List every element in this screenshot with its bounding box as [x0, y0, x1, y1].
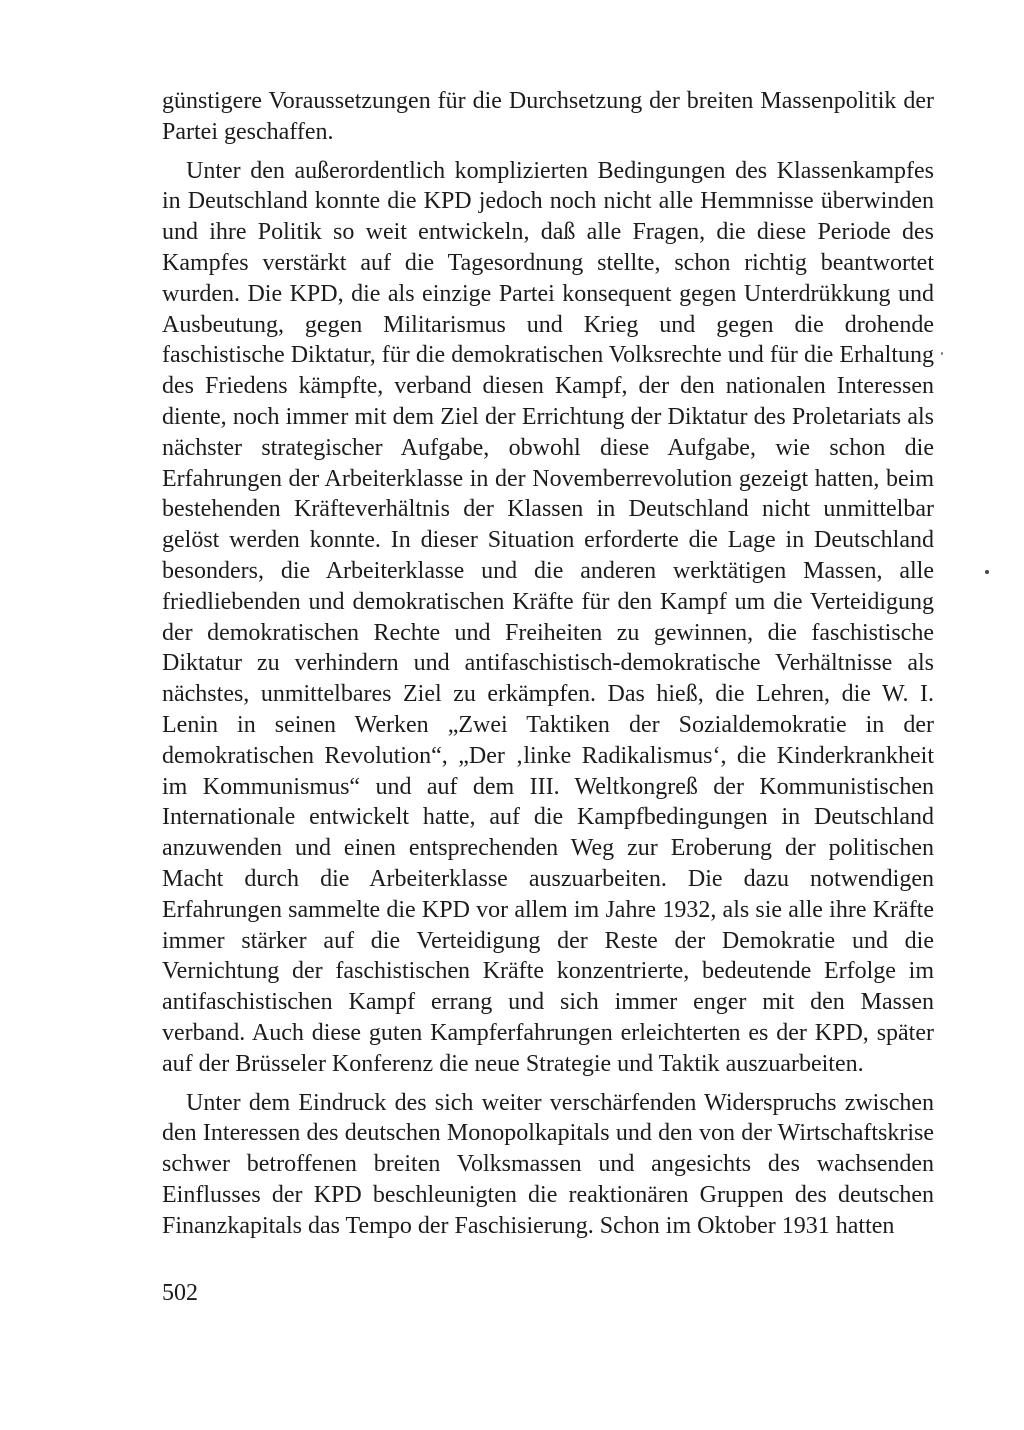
paragraph-kpd-politics: Unter den außerordentlich komplizierten Bedingungen des Klassenkampfes in Deutschland konnte die KPD jedoch noch nicht alle Hemmnisse überwinden und ihre Politik so weit entwickeln, daß alle Fragen, die diese Periode des Kampfes verstärkt auf die Tagesordnung stellte, schon richtig beantwortet wurden. Die KPD, die als einzige Partei konsequent gegen Unterdrükkung und Ausbeutung, gegen Militarismus und Krieg und gegen die drohende faschistische Diktatur, für die demokratischen Volksrechte und für die Erhaltung des Friedens kämpfte, verband diesen Kampf, der den nationalen Interessen diente, noch immer mit dem Ziel der Errichtung der Diktatur des Proletariats als nächster strategischer Aufgabe, obwohl diese Aufgabe, wie schon die Erfahrungen der Arbeiterklasse in der Novemberrevolution gezeigt hatten, beim bestehenden Kräfteverhältnis der Klassen in Deutschland nicht unmittelbar gelöst werden konnte. In dieser Situation erforderte die Lage in Deutschland besonders, die Arbeiterklasse und die anderen werktätigen Massen, alle friedliebenden und demokratischen Kräfte für den Kampf um die Verteidigung der demokratischen Rechte und Freiheiten zu gewinnen, die faschistische Diktatur zu verhindern und antifaschistisch-demokratische Verhältnisse als nächstes, unmittelbares Ziel zu erkämpfen. Das hieß, die Lehren, die W. I. Lenin in seinen Werken „Zwei Taktiken der Sozialdemokratie in der demokratischen Revolution“, „Der ‚linke Radikalismus‘, die Kinderkrankheit im Kommunismus“ und auf dem III. Weltkongreß der Kommunistischen Internationale entwickelt hatte, auf die Kampfbedingungen in Deutschland anzuwenden und einen entsprechenden Weg zur Eroberung der politischen Macht durch die Arbeiterklasse auszuarbeiten. Die dazu notwendigen Erfahrungen sammelte die KPD vor allem im Jahre 1932, als sie alle ihre Kräfte immer stärker auf die Verteidigung der Reste der Demokratie und die Vernichtung der faschistischen Kräfte konzentrierte, bedeutende Erfolge im antifaschistischen Kampf errang und sich immer enger mit den Massen verband. Auch diese guten Kampferfahrungen erleichterten es der KPD, später auf der Brüsseler Konferenz die neue Strategie und Taktik auszuarbeiten.: [162, 157, 934, 1077]
paragraph-continuation: günstigere Voraussetzungen für die Durchsetzung der breiten Massenpolitik der Partei geschaffen.: [162, 88, 934, 145]
scan-speck: [985, 570, 989, 574]
page-number: 502: [162, 1280, 198, 1306]
paragraph-faschisierung: Unter dem Eindruck des sich weiter verschärfenden Widerspruchs zwischen den Interessen des deutschen Monopolkapitals und den von der Wirtschaftskrise schwer betroffenen breiten Volksmassen und angesichts des wachsenden Einflusses der KPD beschleunigten die reaktionären Gruppen des deutschen Finanzkapitals das Tempo der Faschisierung. Schon im Oktober 1931 hatten: [162, 1089, 934, 1239]
body-text: [162, 86, 934, 1249]
scan-speck: [941, 352, 943, 355]
